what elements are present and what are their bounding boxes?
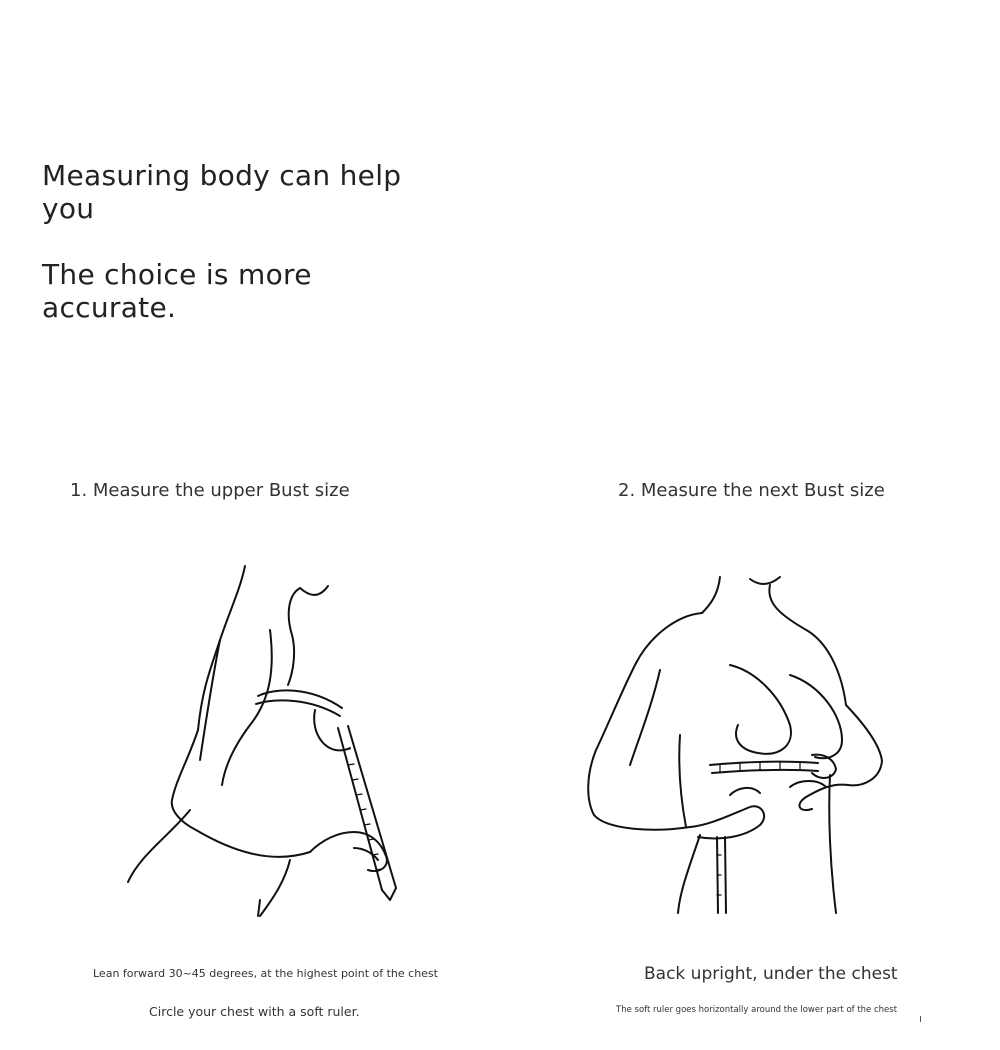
- edge-mark: [920, 1016, 921, 1022]
- lean-forward-measuring-icon: [110, 560, 410, 920]
- intro-heading-line-1: Measuring body can help you: [42, 159, 402, 225]
- step-2-title: 2. Measure the next Bust size: [618, 480, 885, 501]
- step-1-caption-secondary: Circle your chest with a soft ruler.: [149, 1004, 360, 1019]
- step-2-caption-primary: Back upright, under the chest: [644, 964, 898, 984]
- intro-heading-line-2: The choice is more accurate.: [42, 258, 312, 324]
- step-1-title: 1. Measure the upper Bust size: [70, 480, 350, 501]
- step-2-caption-secondary: The soft ruler goes horizontally around the lower part of the chest: [616, 1005, 898, 1015]
- step-1-caption-primary: Lean forward 30~45 degrees, at the highest point of the chest: [93, 967, 438, 980]
- upright-measuring-icon: [580, 575, 890, 920]
